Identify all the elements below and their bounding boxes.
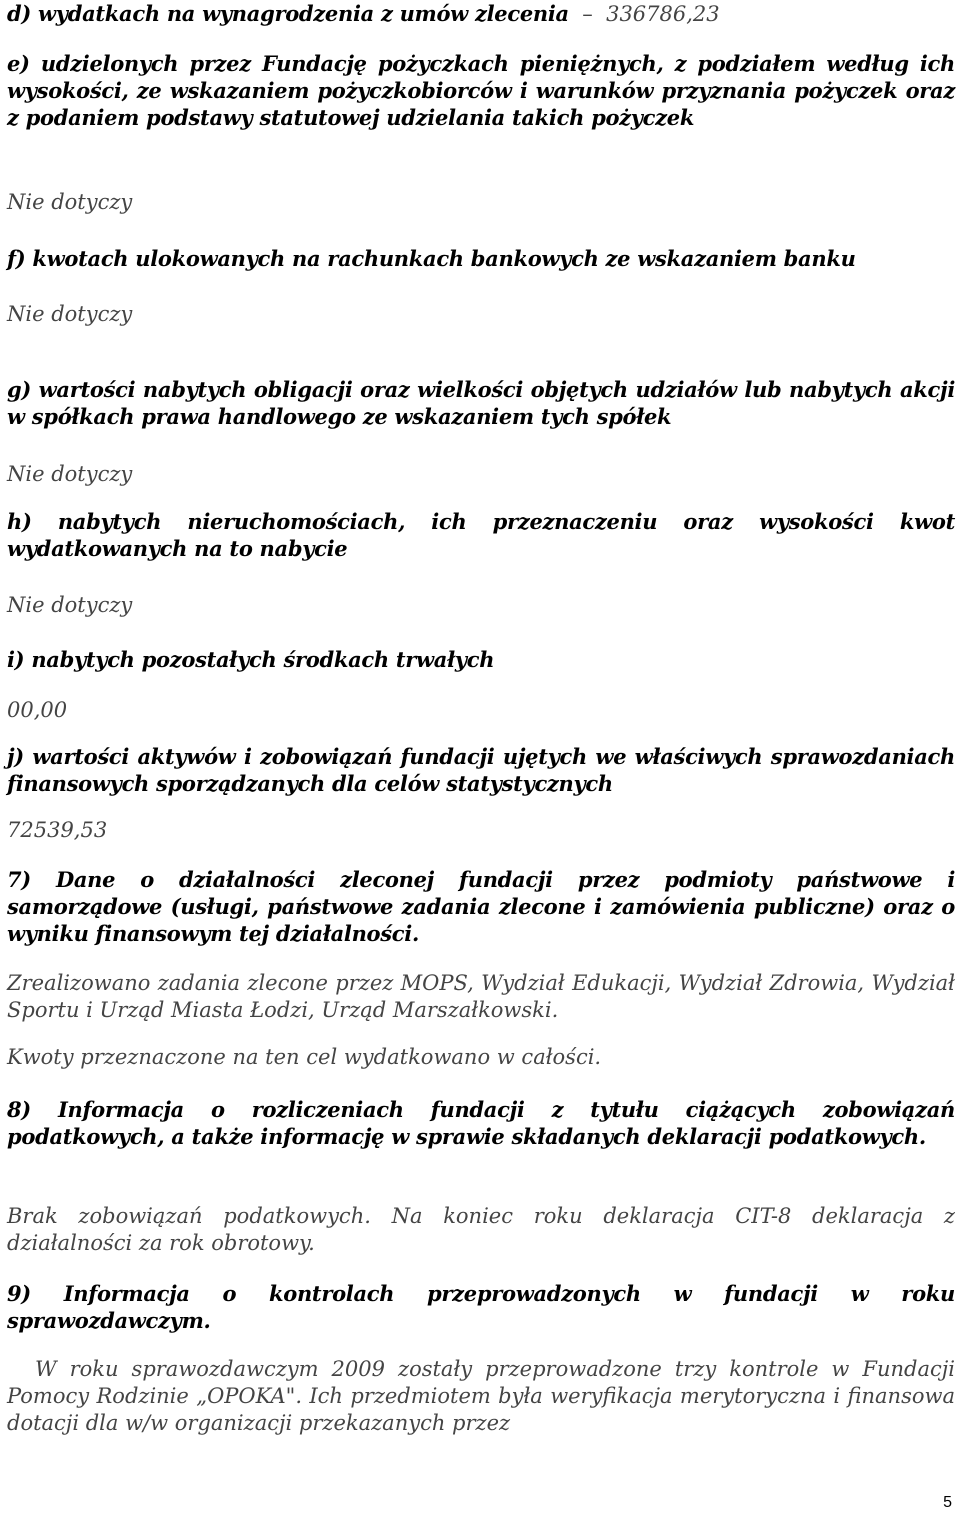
item-i-heading: i) nabytych pozostałych środkach trwałych: [7, 647, 495, 672]
item-g-heading: g) wartości nabytych obligacji oraz wielkości objętych udziałów lub nabytych akcji w spółkach prawa handlowego ze wskazaniem tych spółek: [7, 377, 955, 429]
section-7-heading: 7) Dane o działalności zleconej fundacji przez podmioty państwowe i samorządowe (usługi, państwowe zadania zlecone i zamówienia publiczne) oraz o wyniku finansowym tej działalności.: [7, 867, 955, 946]
section-7-paragraph-1: Zrealizowano zadania zlecone przez MOPS, Wydział Edukacji, Wydział Zdrowia, Wydział Sportu i Urząd Miasta Łodzi, Urząd Marszałkowski.: [7, 971, 955, 1022]
section-9-heading: 9) Informacja o kontrolach przeprowadzonych w fundacji w roku sprawozdawczym.: [7, 1281, 955, 1333]
item-h-heading: h) nabytych nieruchomościach, ich przeznaczeniu oraz wysokości kwot wydatkowanych na to nabycie: [7, 509, 955, 561]
page-number: 5: [943, 1494, 952, 1511]
item-f-heading: f) kwotach ulokowanych na rachunkach bankowych ze wskazaniem banku: [7, 246, 856, 271]
item-d-value: 336786,23: [606, 2, 720, 26]
item-i-answer: 00,00: [7, 698, 68, 722]
section-8-paragraph: Brak zobowiązań podatkowych. Na koniec roku deklaracja CIT-8 deklaracja z działalności za rok obrotowy.: [7, 1204, 955, 1255]
section-7-paragraph-2: Kwoty przeznaczone na ten cel wydatkowano w całości.: [7, 1045, 602, 1069]
item-d-heading: d) wydatkach na wynagrodzenia z umów zlecenia: [7, 1, 569, 26]
dash-separator: –: [575, 2, 600, 26]
section-9-paragraph: W roku sprawozdawczym 2009 zostały przeprowadzone trzy kontrole w Fundacji Pomocy Rodzinie „OPOKA". Ich przedmiotem była weryfikacja merytoryczna i finansowa dotacji dla w/w organizacji przekazanych przez: [7, 1357, 955, 1435]
item-j-heading: j) wartości aktywów i zobowiązań fundacji ujętych we właściwych sprawozdaniach finansowych sporządzanych dla celów statystycznych: [7, 744, 955, 796]
item-g-answer: Nie dotyczy: [7, 462, 133, 486]
item-j-answer: 72539,53: [7, 818, 108, 842]
section-8-heading: 8) Informacja o rozliczeniach fundacji z tytułu ciążących zobowiązań podatkowych, a także informację w sprawie składanych deklaracji podatkowych.: [7, 1097, 955, 1149]
item-h-answer: Nie dotyczy: [7, 593, 133, 617]
item-e-answer: Nie dotyczy: [7, 190, 133, 214]
item-d: [7, 0, 955, 28]
item-f-answer: Nie dotyczy: [7, 302, 133, 326]
item-e-heading: e) udzielonych przez Fundację pożyczkach pieniężnych, z podziałem według ich wysokości, ze wskazaniem pożyczkobiorców i warunków przyznania pożyczek oraz z podaniem podstawy statutowej udzielania takich pożyczek: [7, 51, 955, 130]
